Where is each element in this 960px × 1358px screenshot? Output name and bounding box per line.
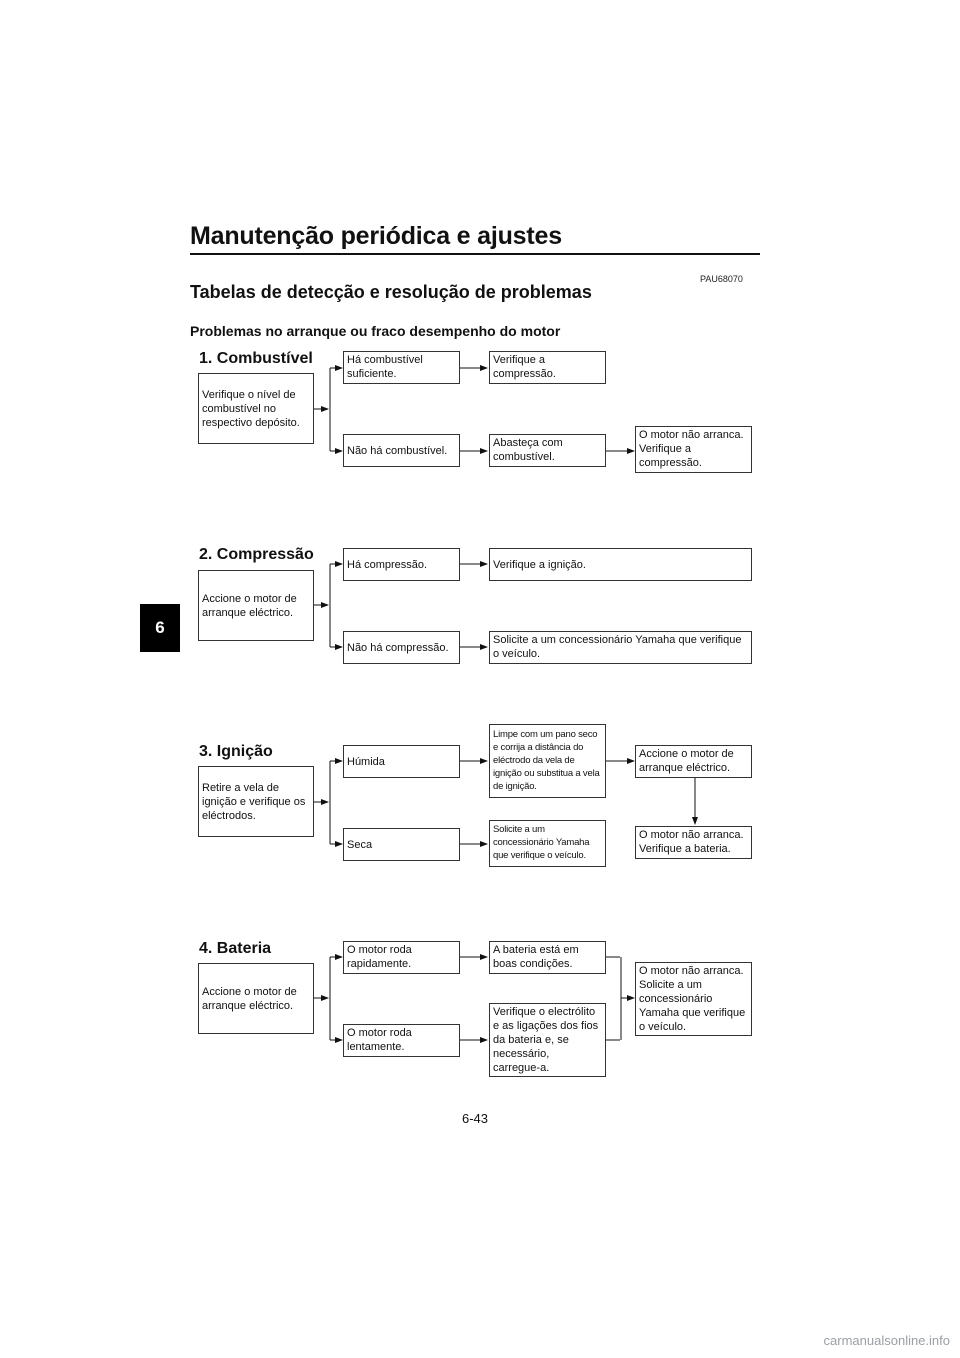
ignition-wet-result-box: O motor não arranca. Verifique a bateria. — [635, 826, 752, 859]
ignition-check-box: Retire a vela de ignição e verifique os eléctrodos. — [198, 766, 314, 837]
fuel-yes-box: Há combustível suficiente. — [343, 351, 460, 384]
compression-check-box: Accione o motor de arranque eléctrico. — [198, 570, 314, 641]
battery-fast-box: O motor roda rapidamente. — [343, 941, 460, 974]
page-number: 6-43 — [462, 1111, 489, 1126]
battery-slow-box: O motor roda lentamente. — [343, 1024, 460, 1057]
group-title-fuel: 1. Combustível — [199, 350, 313, 367]
compression-no-action-box: Solicite a um concessionário Yamaha que verifique o veículo. — [489, 631, 752, 664]
compression-yes-box: Há compressão. — [343, 548, 460, 581]
group-title-ignition: 3. Ignição — [199, 743, 273, 760]
section-title: Tabelas de detecção e resolução de problemas — [190, 282, 592, 302]
group-title-compression: 2. Compressão — [199, 546, 314, 563]
battery-fast-action-box: A bateria está em boas condições. — [489, 941, 606, 974]
ignition-dry-action-box: Solicite a um concessionário Yamaha que verifique o veículo. — [489, 820, 606, 867]
reference-code: PAU68070 — [700, 274, 743, 284]
battery-slow-action-box: Verifique o electrólito e as ligações dos fios da bateria e, se necessário, carregue-a. — [489, 1003, 606, 1077]
group-title-battery: 4. Bateria — [199, 940, 272, 957]
page-title: Manutenção periódica e ajustes — [190, 222, 562, 250]
compression-yes-action-box: Verifique a ignição. — [489, 548, 752, 581]
fuel-no-box: Não há combustível. — [343, 434, 460, 467]
watermark: carmanualsonline.info — [823, 1333, 950, 1348]
subsection-title: Problemas no arranque ou fraco desempenho do motor — [190, 323, 561, 339]
ignition-wet-next-box: Accione o motor de arranque eléctrico. — [635, 745, 752, 778]
chapter-tab: 6 — [140, 604, 180, 652]
compression-no-box: Não há compressão. — [343, 631, 460, 664]
fuel-yes-action-box: Verifique a compressão. — [489, 351, 606, 384]
ignition-wet-action-box: Limpe com um pano seco e corrija a distância do eléctrodo da vela de ignição ou substitua a vela de ignição. — [489, 724, 606, 798]
battery-result-box: O motor não arranca. Solicite a um concessionário Yamaha que verifique o veículo. — [635, 962, 752, 1036]
battery-check-box: Accione o motor de arranque eléctrico. — [198, 963, 314, 1034]
fuel-check-box: Verifique o nível de combustível no respectivo depósito. — [198, 373, 314, 444]
fuel-no-action-box: Abasteça com combustível. — [489, 434, 606, 467]
ignition-wet-box: Húmida — [343, 745, 460, 778]
fuel-no-result-box: O motor não arranca. Verifique a compressão. — [635, 426, 752, 473]
ignition-dry-box: Seca — [343, 828, 460, 861]
